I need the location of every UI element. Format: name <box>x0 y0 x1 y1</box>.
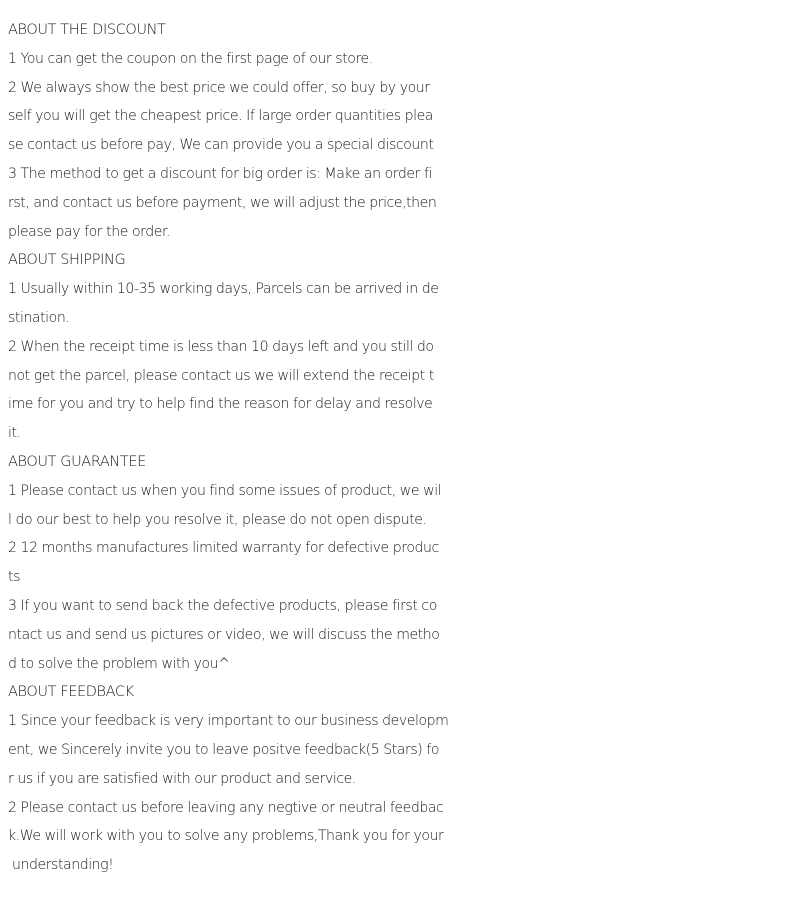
guarantee-line: 1 Please contact us when you find some issues of product, we wil <box>8 482 442 499</box>
shipping-line: stination. <box>8 309 70 326</box>
feedback-line: ent, we Sincerely invite you to leave positve feedback(5 Stars) fo <box>8 741 440 758</box>
feedback-heading: ABOUT FEEDBACK <box>8 684 134 701</box>
guarantee-line: 2 12 months manufactures limited warranty for defective produc <box>8 540 439 557</box>
guarantee-heading: ABOUT GUARANTEE <box>8 453 146 470</box>
discount-line: 2 We always show the best price we could offer, so buy by your <box>8 79 430 96</box>
feedback-line: understanding! <box>8 857 114 874</box>
discount-line: rst, and contact us before payment, we will adjust the price,then <box>8 194 437 211</box>
discount-heading: ABOUT THE DISCOUNT <box>8 22 166 38</box>
discount-line: self you will get the cheapest price. If large order quantities plea <box>8 108 433 125</box>
guarantee-line: ntact us and send us pictures or video, we will discuss the metho <box>8 626 440 643</box>
shipping-line: it. <box>8 425 21 442</box>
shipping-line: 2 When the receipt time is less than 10 days left and you still do <box>8 338 434 355</box>
feedback-line: 2 Please contact us before leaving any negtive or neutral feedbac <box>8 799 444 816</box>
policy-document <box>8 16 798 880</box>
guarantee-line: l do our best to help you resolve it, please do not open dispute. <box>8 511 427 528</box>
feedback-line: 1 Since your feedback is very important to our business developm <box>8 713 449 730</box>
discount-line: se contact us before pay, We can provide you a special discount <box>8 137 434 154</box>
shipping-heading: ABOUT SHIPPING <box>8 252 126 269</box>
feedback-line: k.We will work with you to solve any problems,Thank you for your <box>8 828 444 845</box>
shipping-line: ime for you and try to help find the reason for delay and resolve <box>8 396 433 413</box>
discount-line: 3 The method to get a discount for big order is: Make an order fi <box>8 165 432 182</box>
guarantee-line: 3 If you want to send back the defective products, please first co <box>8 597 437 614</box>
feedback-line: r us if you are satisfied with our product and service. <box>8 770 356 787</box>
discount-line: 1 You can get the coupon on the first page of our store. <box>8 50 373 67</box>
shipping-line: not get the parcel, please contact us we will extend the receipt t <box>8 367 434 384</box>
shipping-line: 1 Usually within 10-35 working days, Parcels can be arrived in de <box>8 281 439 298</box>
guarantee-line: ts <box>8 569 20 586</box>
discount-line: please pay for the order. <box>8 223 171 240</box>
guarantee-line: d to solve the problem with you^ <box>8 655 230 672</box>
